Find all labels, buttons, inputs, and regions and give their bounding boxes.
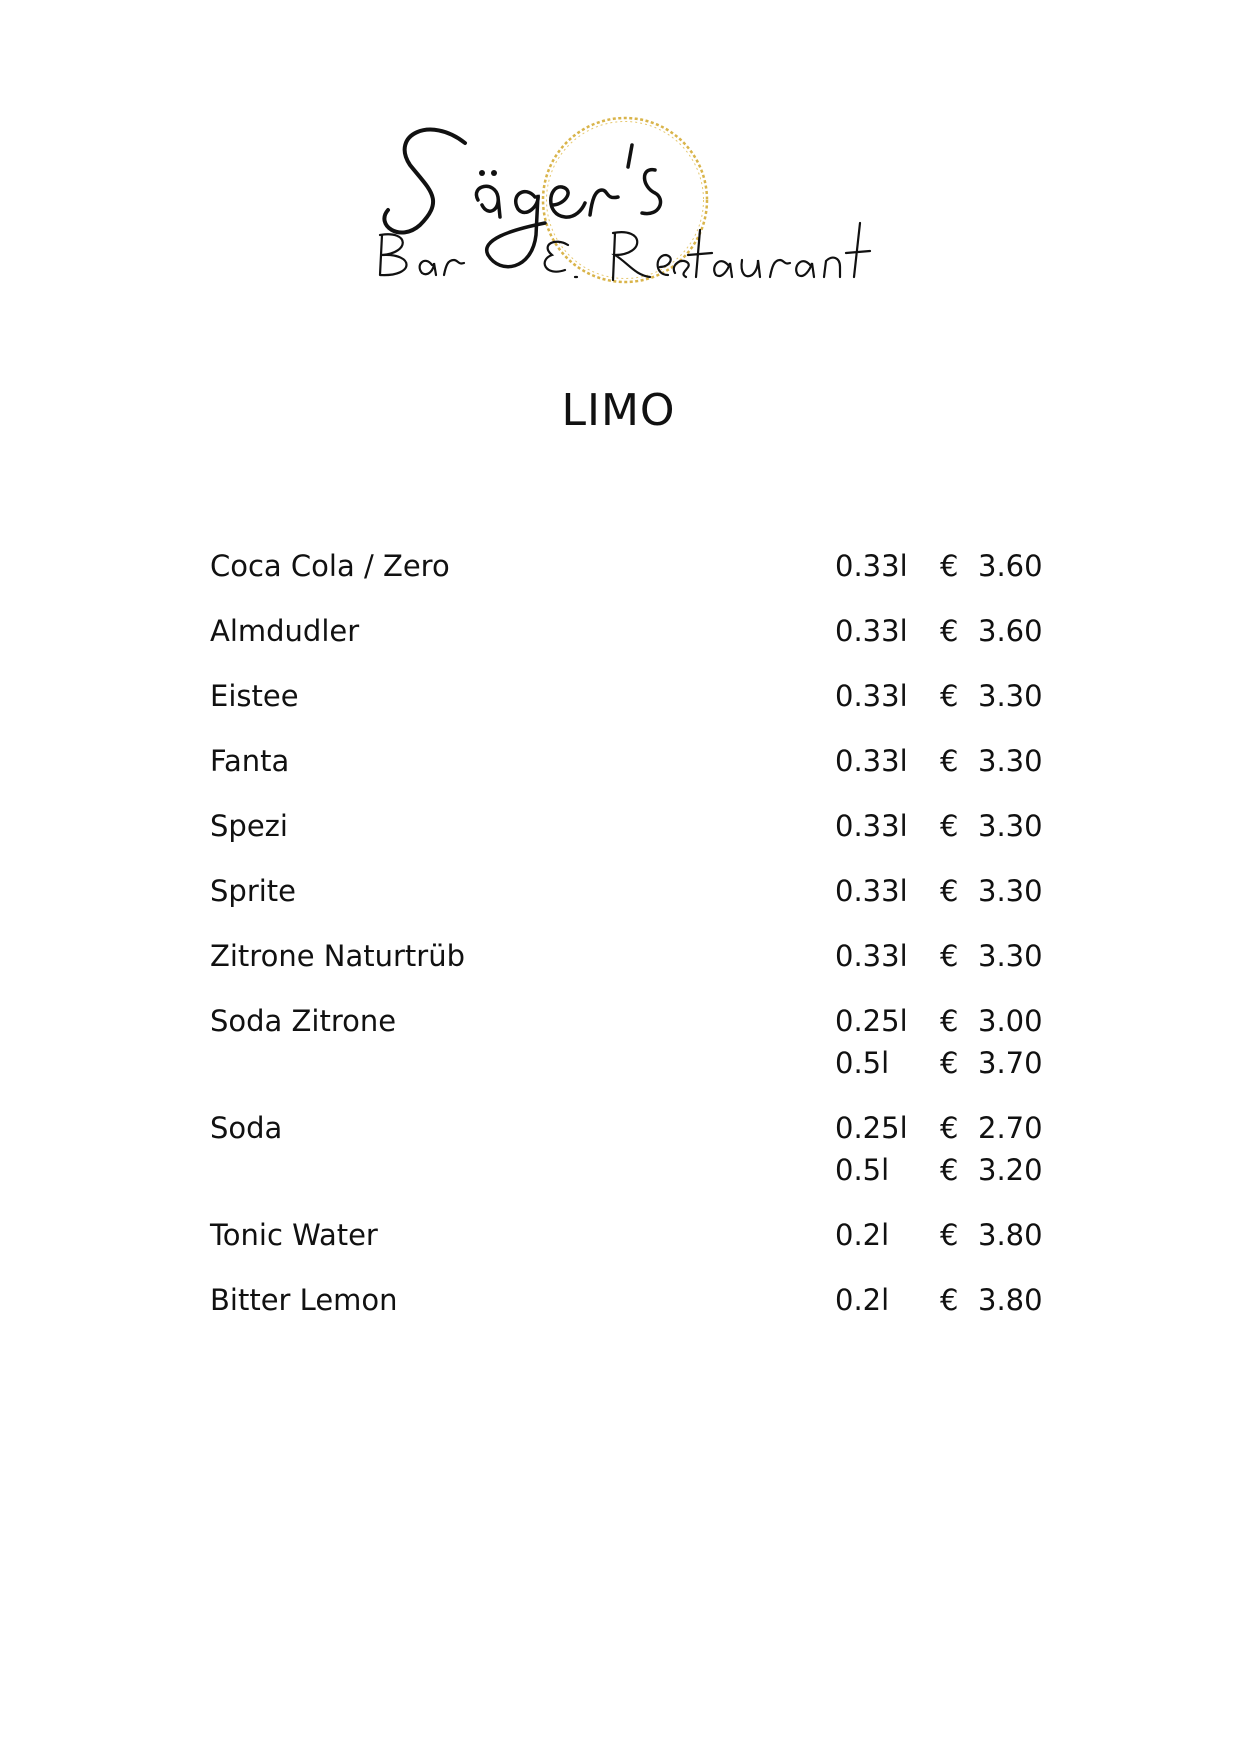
currency-symbol: € xyxy=(940,614,959,648)
price: 3.20 xyxy=(978,1153,1043,1187)
price: 3.80 xyxy=(978,1218,1043,1252)
price: 3.60 xyxy=(978,549,1043,583)
item-name: Zitrone Naturtrüb xyxy=(210,939,465,973)
item-name: Eistee xyxy=(210,679,299,713)
item-prices xyxy=(835,1279,1048,1321)
item-prices xyxy=(835,870,1048,912)
currency-symbol: € xyxy=(940,1004,959,1038)
currency-symbol: € xyxy=(940,1283,959,1317)
item-prices xyxy=(835,1214,1048,1256)
menu-item xyxy=(210,1000,1050,1084)
item-name: Almdudler xyxy=(210,614,360,648)
currency-symbol: € xyxy=(940,809,959,843)
gold-ring xyxy=(543,118,707,282)
item-prices xyxy=(835,1107,1048,1191)
price-row xyxy=(835,1000,1048,1042)
volume: 0.25l xyxy=(835,1111,908,1145)
logo-graphic xyxy=(370,105,910,305)
drink-menu-list xyxy=(210,545,1050,1344)
item-prices xyxy=(835,675,1048,717)
price-row xyxy=(835,1042,1048,1084)
volume: 0.33l xyxy=(835,809,908,843)
item-name: Spezi xyxy=(210,809,288,843)
volume: 0.33l xyxy=(835,939,908,973)
menu-item xyxy=(210,675,1050,717)
price: 3.30 xyxy=(978,939,1043,973)
item-prices xyxy=(835,1000,1048,1084)
item-prices xyxy=(835,805,1048,847)
price-row xyxy=(835,1107,1048,1149)
currency-symbol: € xyxy=(940,549,959,583)
item-prices xyxy=(835,545,1048,587)
price-row xyxy=(835,805,1048,847)
price-row xyxy=(835,935,1048,977)
price: 3.60 xyxy=(978,614,1043,648)
volume: 0.2l xyxy=(835,1218,890,1252)
menu-item xyxy=(210,805,1050,847)
menu-item xyxy=(210,610,1050,652)
price: 3.30 xyxy=(978,809,1043,843)
price: 3.30 xyxy=(978,744,1043,778)
menu-item xyxy=(210,740,1050,782)
currency-symbol: € xyxy=(940,874,959,908)
restaurant-logo xyxy=(370,105,910,305)
volume: 0.5l xyxy=(835,1153,890,1187)
item-name: Fanta xyxy=(210,744,290,778)
price: 3.80 xyxy=(978,1283,1043,1317)
price-row xyxy=(835,545,1048,587)
price-row xyxy=(835,675,1048,717)
item-name: Coca Cola / Zero xyxy=(210,549,450,583)
item-name: Bitter Lemon xyxy=(210,1283,398,1317)
volume: 0.5l xyxy=(835,1046,890,1080)
logo-s-stroke xyxy=(384,130,465,233)
volume: 0.33l xyxy=(835,679,908,713)
price-row xyxy=(835,1149,1048,1191)
price-row xyxy=(835,1279,1048,1321)
currency-symbol: € xyxy=(940,1046,959,1080)
volume: 0.33l xyxy=(835,874,908,908)
price-row xyxy=(835,610,1048,652)
menu-item xyxy=(210,1214,1050,1256)
menu-item xyxy=(210,1279,1050,1321)
gold-ring-inner xyxy=(547,122,704,279)
currency-symbol: € xyxy=(940,744,959,778)
currency-symbol: € xyxy=(940,679,959,713)
menu-item xyxy=(210,545,1050,587)
menu-item xyxy=(210,1107,1050,1191)
volume: 0.33l xyxy=(835,744,908,778)
price: 3.30 xyxy=(978,679,1043,713)
page-title: LIMO xyxy=(561,385,676,436)
item-prices xyxy=(835,610,1048,652)
currency-symbol: € xyxy=(940,1111,959,1145)
item-prices xyxy=(835,740,1048,782)
menu-item xyxy=(210,935,1050,977)
price: 3.30 xyxy=(978,874,1043,908)
currency-symbol: € xyxy=(940,1153,959,1187)
volume: 0.33l xyxy=(835,614,908,648)
volume: 0.33l xyxy=(835,549,908,583)
volume: 0.2l xyxy=(835,1283,890,1317)
currency-symbol: € xyxy=(940,1218,959,1252)
price: 3.00 xyxy=(978,1004,1043,1038)
item-name: Soda Zitrone xyxy=(210,1004,397,1038)
volume: 0.25l xyxy=(835,1004,908,1038)
price-row xyxy=(835,1214,1048,1256)
item-prices xyxy=(835,935,1048,977)
price-row xyxy=(835,870,1048,912)
menu-item xyxy=(210,870,1050,912)
currency-symbol: € xyxy=(940,939,959,973)
item-name: Tonic Water xyxy=(210,1218,378,1252)
price: 2.70 xyxy=(978,1111,1043,1145)
item-name: Sprite xyxy=(210,874,297,908)
price: 3.70 xyxy=(978,1046,1043,1080)
item-name: Soda xyxy=(210,1111,283,1145)
price-row xyxy=(835,740,1048,782)
